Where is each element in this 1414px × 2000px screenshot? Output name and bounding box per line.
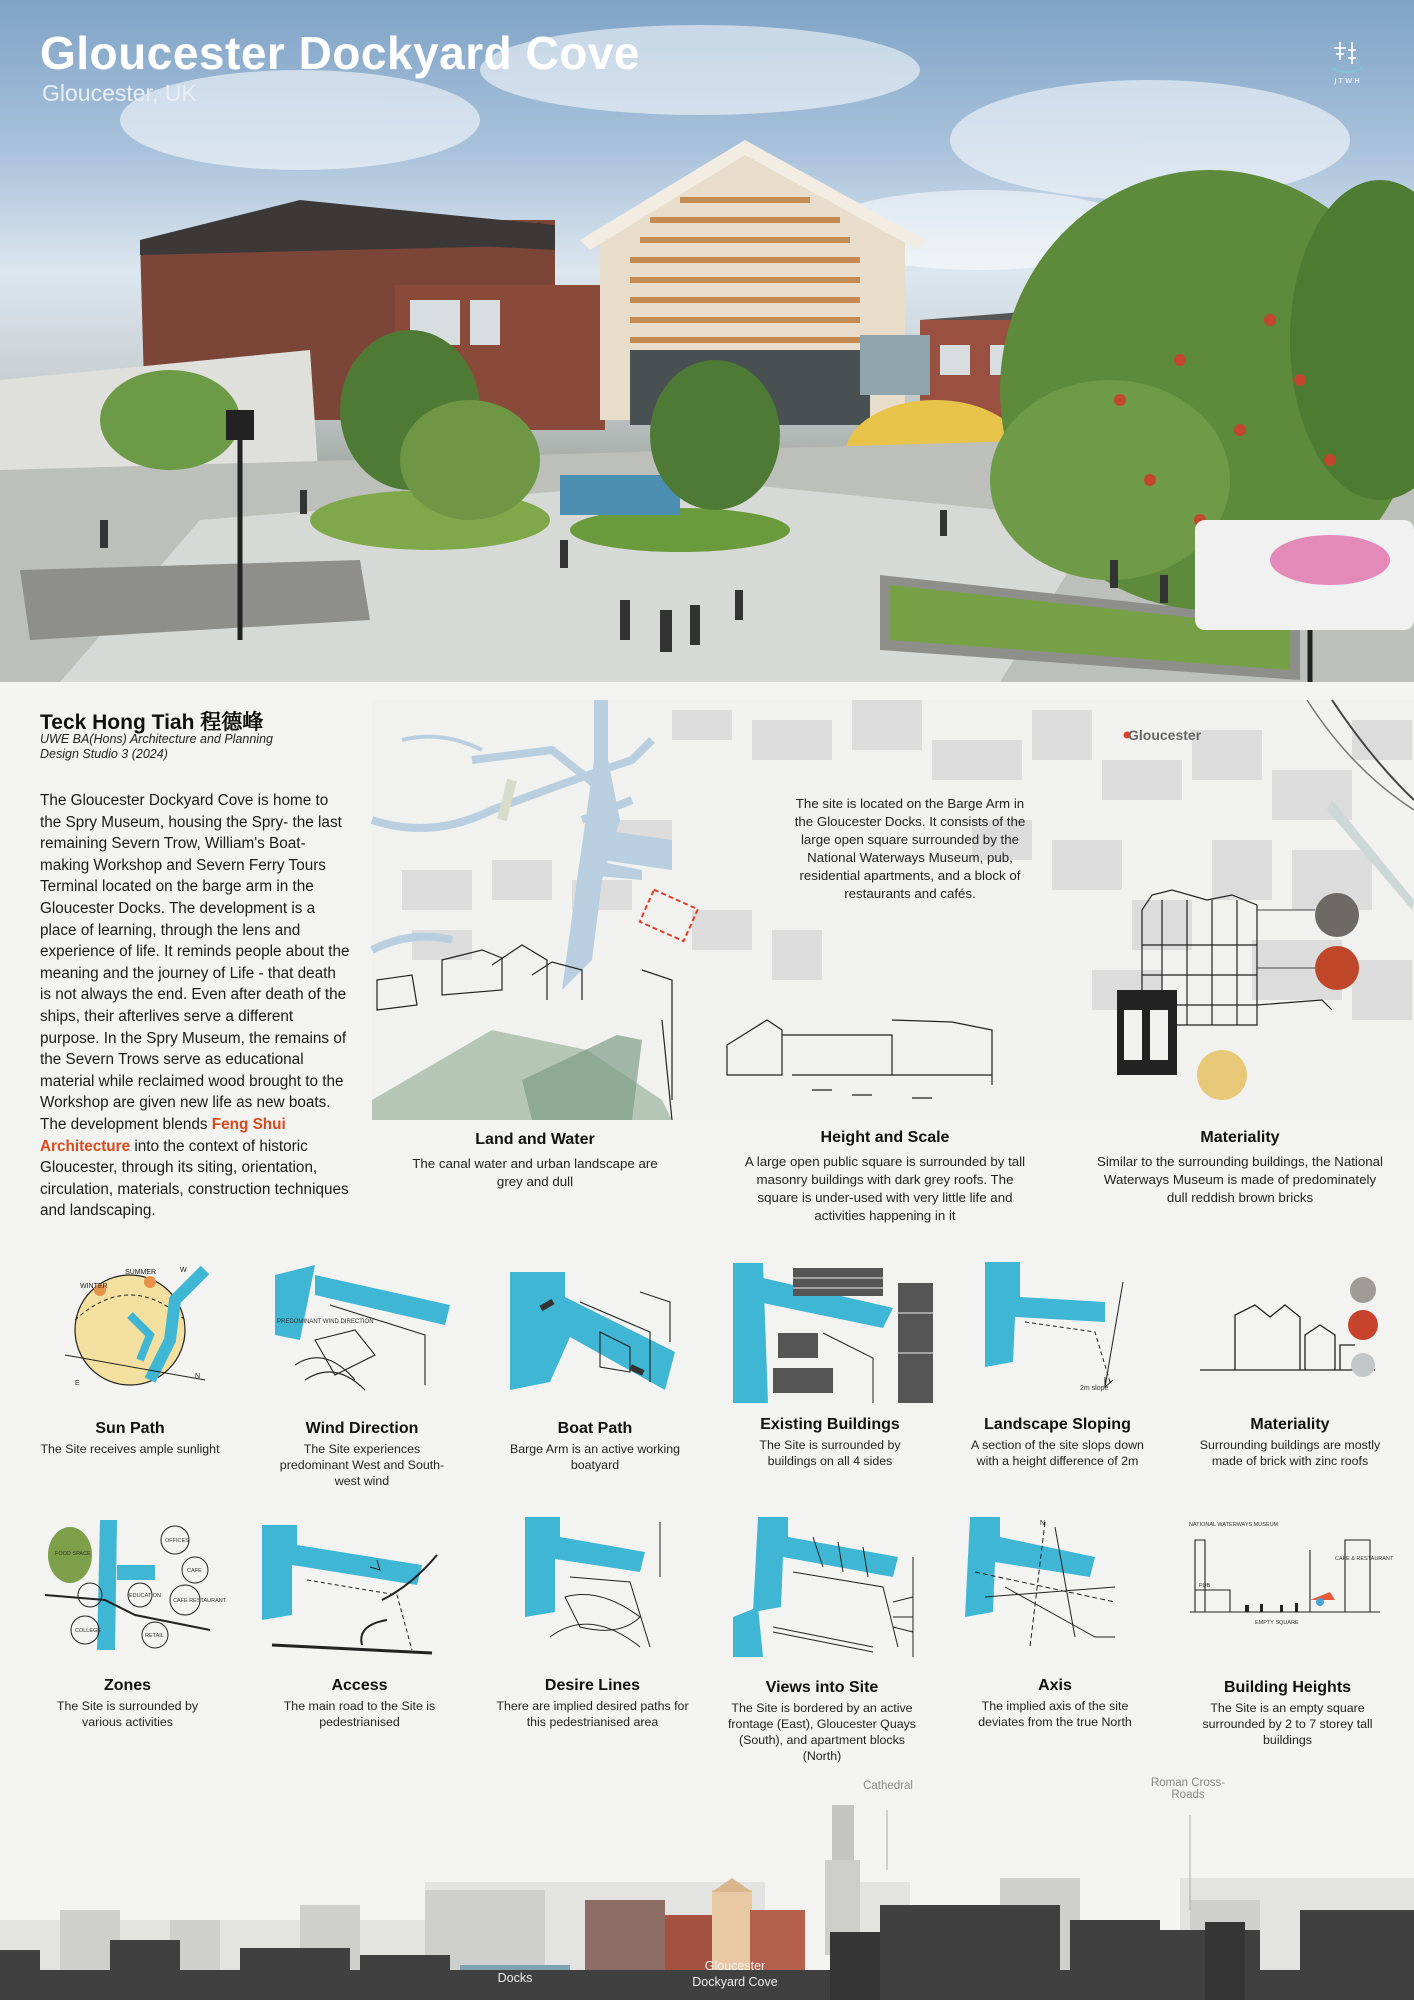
- card-desc: A section of the site slops down with a height difference of 2m: [971, 1438, 1144, 1468]
- site-location-map: [372, 700, 1414, 1120]
- card-title: Landscape Sloping: [984, 1416, 1131, 1433]
- card-title: Wind Direction: [305, 1420, 419, 1437]
- skyline-label-docks: Docks: [497, 1971, 533, 1985]
- map-city-label: Gloucester: [1128, 727, 1202, 743]
- card-title: Desire Lines: [544, 1677, 641, 1694]
- sketch-label: CAFE: [187, 1568, 202, 1574]
- card-building-heights: [1195, 1679, 1380, 1748]
- card-desc: The Site experiences predominant West and South-west wind: [279, 1442, 445, 1488]
- card-wind-direction: [272, 1420, 452, 1489]
- card-boat-path: [500, 1420, 690, 1473]
- sketch-label: COLLEGE: [75, 1628, 101, 1634]
- card-title: Zones: [103, 1677, 152, 1694]
- zones-sketch: [45, 1520, 227, 1650]
- sketch-label: RETAIL: [145, 1633, 164, 1639]
- existing-buildings-sketch: [733, 1263, 933, 1403]
- analysis-desc: A large open public square is surrounded by tall masonry buildings with dark grey roofs. The square is under-used with very little life and activities happening in it: [744, 1154, 1026, 1223]
- card-zones: [40, 1677, 215, 1730]
- card-landscape-sloping: [960, 1416, 1155, 1469]
- card-desc: Barge Arm is an active working boatyard: [509, 1442, 681, 1472]
- project-title: Gloucester Dockyard Cove: [40, 27, 641, 79]
- project-location: Gloucester, UK: [42, 80, 197, 106]
- axis-sketch: [965, 1517, 1130, 1652]
- boat-path-sketch: [510, 1272, 675, 1390]
- card-desc: The Site is an empty square surrounded by 2 to 7 storey tall buildings: [1202, 1701, 1373, 1747]
- card-desc: The implied axis of the site deviates from the true North: [978, 1699, 1132, 1729]
- access-sketch: [262, 1525, 442, 1653]
- affiliation-line-1: UWE BA(Hons) Architecture and Planning: [40, 732, 273, 746]
- analysis-title: Materiality: [1200, 1129, 1280, 1146]
- skyline-label-cathedral: Cathedral: [863, 1780, 913, 1792]
- skyline-label-roman-crossroads: Roman Cross-Roads: [1150, 1777, 1226, 1801]
- sketch-label: FOOD SPACE: [55, 1551, 91, 1557]
- card-desc: Surrounding buildings are mostly made of brick with zinc roofs: [1199, 1438, 1381, 1468]
- card-materiality: [1195, 1416, 1385, 1469]
- skyline-label-site: Gloucester Dockyard Cove: [692, 1959, 778, 1989]
- sketch-label: NATIONAL WATERWAYS MUSEUM: [1189, 1522, 1279, 1528]
- card-desc: The Site is bordered by an active frontage (East), Gloucester Quays (South), and apartment blocks (North): [727, 1701, 916, 1763]
- wind-direction-sketch: [275, 1265, 450, 1390]
- analysis-desc: Similar to the surrounding buildings, the National Waterways Museum is made of predominately dull reddish brown bricks: [1096, 1154, 1384, 1205]
- analysis-materiality: [1095, 1129, 1385, 1207]
- card-title: Boat Path: [557, 1420, 633, 1437]
- card-views-into-site: [722, 1679, 922, 1764]
- card-title: Existing Buildings: [760, 1416, 900, 1433]
- card-desc: There are implied desired paths for this pedestrianised area: [496, 1699, 689, 1729]
- analysis-title: Height and Scale: [820, 1129, 950, 1146]
- sketch-label: OFFICES: [165, 1538, 189, 1544]
- materiality-sketch: [1195, 1275, 1385, 1385]
- card-title: Axis: [1038, 1677, 1072, 1694]
- feng-shui-highlight: Feng Shui Architecture: [40, 1115, 286, 1155]
- author-logo: [1316, 36, 1378, 86]
- card-title: Materiality: [1250, 1416, 1330, 1433]
- analysis-height-scale: [735, 1129, 1035, 1225]
- hero-scene: [0, 0, 1414, 682]
- sketch-label: 2m slope: [1080, 1385, 1109, 1392]
- card-sun-path: [40, 1420, 220, 1457]
- card-existing-buildings: [735, 1416, 925, 1469]
- sketch-label: SUMMER: [125, 1269, 157, 1276]
- landscape-sloping-sketch: [985, 1262, 1130, 1392]
- card-access: [267, 1677, 452, 1730]
- card-title: Building Heights: [1223, 1679, 1352, 1696]
- card-desc: The Site is surrounded by buildings on all 4 sides: [759, 1438, 901, 1468]
- views-into-site-sketch: [733, 1517, 923, 1657]
- card-title: Views into Site: [765, 1679, 879, 1696]
- sketch-label: WINTER: [80, 1283, 108, 1290]
- hero-rendering: [0, 0, 1414, 682]
- sketch-label: E: [75, 1380, 80, 1387]
- analysis-desc: The canal water and urban landscape are grey and dull: [412, 1156, 658, 1189]
- author-name: Teck Hong Tiah 程德峰: [40, 711, 264, 734]
- card-desc: The Site is surrounded by various activities: [56, 1699, 199, 1729]
- project-description: [40, 790, 350, 1222]
- sketch-label: CAFE & RESTAURANT: [1335, 1556, 1394, 1562]
- card-desc: The Site receives ample sunlight: [40, 1442, 220, 1456]
- sketch-label: PREDOMINANT WIND DIRECTION: [277, 1319, 374, 1325]
- analysis-land-water: [400, 1131, 670, 1191]
- logo-mark-icon: [1316, 36, 1378, 86]
- site-location-text: The site is located on the Barge Arm in the Gloucester Docks. It consists of the large open square surrounded by the National Waterways Museum, pub, residential apartments, and a block of restaurants and cafés.: [794, 796, 1026, 901]
- card-title: Sun Path: [95, 1420, 165, 1437]
- logo-text: J T W H: [1334, 77, 1360, 85]
- card-desire-lines: [495, 1677, 690, 1730]
- author-affiliation: [40, 732, 340, 762]
- sketch-label: PUB: [1199, 1583, 1211, 1589]
- description-text-end: into the context of historic Gloucester, through its siting, orientation, circulation, materials, construction techniques and landscaping.: [40, 1137, 349, 1220]
- building-heights-sketch: [1185, 1520, 1394, 1630]
- sketch-label: CAFE RESTAURANT: [173, 1598, 227, 1604]
- sketch-label: EDUCATION: [129, 1593, 161, 1599]
- sketch-label: W: [180, 1267, 187, 1274]
- sketch-label: N: [1040, 1520, 1046, 1527]
- card-desc: The main road to the Site is pedestrianised: [283, 1699, 436, 1729]
- affiliation-line-2: Design Studio 3 (2024): [40, 747, 168, 761]
- sun-path-sketch: [55, 1260, 215, 1390]
- sketch-label: N: [195, 1373, 201, 1380]
- card-axis: [960, 1677, 1150, 1730]
- analysis-title: Land and Water: [475, 1131, 595, 1148]
- description-text: The Gloucester Dockyard Cove is home to the Spry Museum, housing the Spry- the last remaining Severn Trow, William's Boat-making Workshop and Severn Ferry Tours Terminal located on the barge arm in the Gloucester Docks. The development is a place of learning, through the lens and experience of life. It reminds people about the meaning and the journey of Life - that death is not always the end. Even after death of the ships, their afterlives serve a different purpose. In the Spry Museum, the remains of the Severn Trows serve as educational material while reclaimed wood brought to the Workshop are given new life as new boats. The development blends: [40, 792, 350, 1133]
- card-title: Access: [331, 1677, 388, 1694]
- desire-lines-sketch: [520, 1517, 670, 1652]
- sketch-label: EMPTY SQUARE: [1255, 1620, 1299, 1626]
